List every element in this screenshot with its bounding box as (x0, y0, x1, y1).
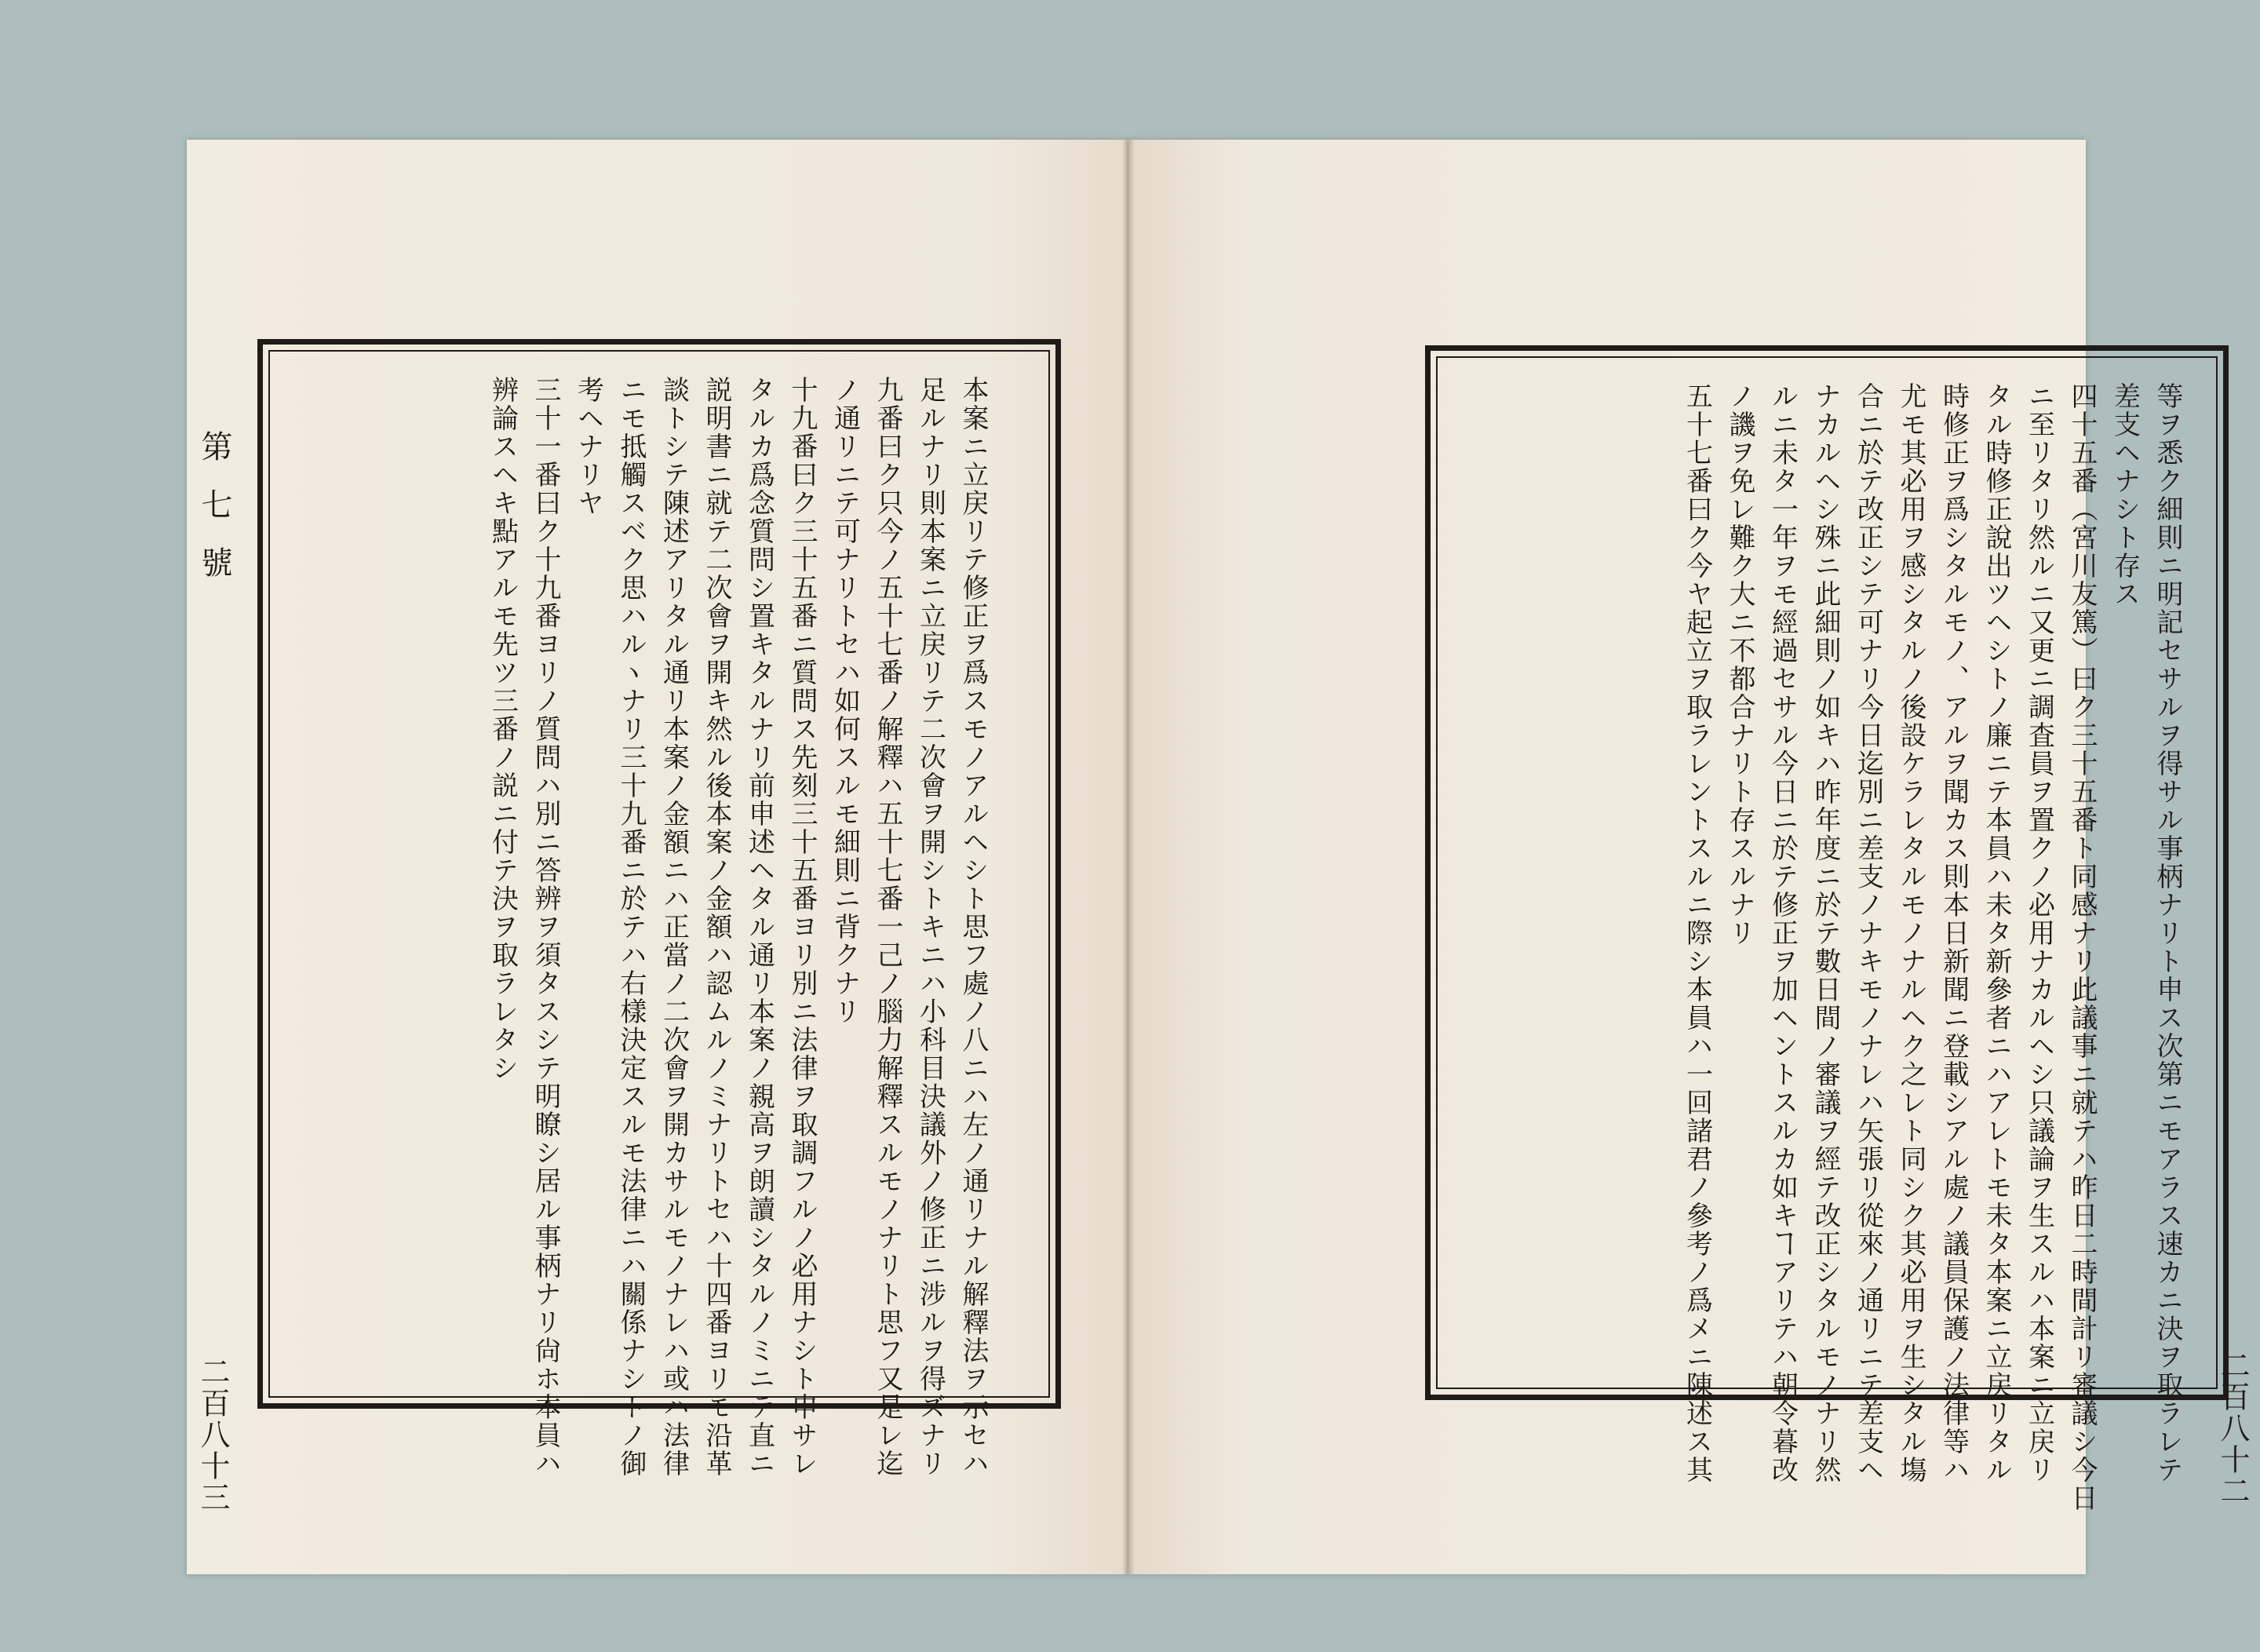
book-gutter (1122, 140, 1135, 1574)
text-column: 等ヲ悉ク細則ニ明記セサルヲ得サル事柄ナリト申ス次第ニモアラス速カニ決ヲ取ラレテ (2152, 382, 2183, 1484)
text-column: ニモ抵觸スベク思ハルヽナリ三十九番ニ於テハ右樣決定スルモ法律ニハ關係ナシトノ御 (615, 376, 647, 1478)
text-column: タルカ爲念質問シ置キタルナリ前申述ヘタル通リ本案ノ親高ヲ朗讀シタルノミニテ直ニ (743, 376, 775, 1478)
text-column: 足ルナリ則本案ニ立戻リテ二次會ヲ開シトキニハ小科目決議外ノ修正ニ涉ルヲ得ズナリ (914, 376, 946, 1478)
left-page (187, 140, 1128, 1574)
text-column: ナカルヘシ殊ニ此細則ノ如キハ昨年度ニ於テ數日間ノ審議ヲ經テ改正シタルモノナリ然 (1810, 382, 1841, 1484)
text-column: ニ至リタリ然ルニ又更ニ調査員ヲ置クノ必用ナカルヘシ只議論ヲ生スルハ本案ニ立戻リ (2023, 382, 2055, 1484)
text-column: 五十七番曰ク今ヤ起立ヲ取ラレントスルニ際シ本員ハ一回諸君ノ參考ノ爲メニ陳述ス其 (1681, 382, 1713, 1484)
text-column: 本案ニ立戻リテ修正ヲ爲スモノアルヘシト思フ處ノ八ニハ左ノ通リナル解釋法ヲ示セハ (957, 376, 989, 1478)
text-column: 尤モ其必用ヲ感シタルノ後設ケラレタルモノナルヘク之レト同シク其必用ヲ生シタル塲 (1895, 382, 1926, 1484)
text-column: 四十五番（宮川友篤）曰ク三十五番ト同感ナリ此議事ニ就テハ昨日二時間計リ審議シ今日 (2066, 382, 2098, 1512)
text-column: 説明書ニ就テ二次會ヲ開キ然ル後本案ノ金額ハ認ムルノミナリトセハ十四番ヨリモ沿革 (701, 376, 732, 1478)
issue-label: 第七號 (196, 430, 232, 604)
page-number-right: 二百八十二 (2215, 1350, 2250, 1507)
text-frame-right (1425, 345, 2229, 1512)
text-column: タル時修正說出ツヘシトノ廉ニテ本員ハ未タ新參者ニハアレトモ未タ本案ニ立戻リタル (1981, 382, 2012, 1484)
text-column: 差支ヘナシト存ス (2109, 382, 2141, 608)
text-column: 合ニ於テ改正シテ可ナリ今日迄別ニ差支ノナキモノナレハ矢張リ從來ノ通リニテ差支ヘ (1852, 382, 1884, 1484)
text-column: ノ譏ヲ免レ難ク大ニ不都合ナリト存スルナリ (1724, 382, 1755, 947)
text-column: ルニ未タ一年ヲモ經過セサル今日ニ於テ修正ヲ加ヘントスルカ如キヿアリテハ朝令暮改 (1766, 382, 1799, 1484)
text-column: 辨論スヘキ點アルモ先ツ三番ノ説ニ付テ決ヲ取ラレタシ (487, 376, 519, 1082)
text-column: 考ヘナリヤ (572, 376, 604, 517)
page-number-left: 二百八十三 (195, 1356, 230, 1513)
text-block-left (481, 376, 994, 1478)
text-column: 三十一番曰ク十九番ヨリノ質問ハ別ニ答辨ヲ須タスシテ明瞭シ居ル事柄ナリ尙ホ本員ハ (530, 376, 561, 1478)
text-column: ノ通リニテ可ナリトセハ如何スルモ細則ニ背クナリ (829, 376, 861, 1026)
text-block-right (1675, 382, 2189, 1512)
right-page (1128, 140, 2250, 1574)
text-frame-left (257, 339, 1061, 1478)
text-column: 十九番曰ク三十五番ニ質問ス先刻三十五番ヨリ別ニ法律ヲ取調フルノ必用ナシト申サレ (786, 376, 818, 1478)
open-book (187, 140, 2250, 1574)
text-column: 談トシテ陳述アリタル通リ本案ノ金額ニハ正當ノ二次會ヲ開カサルモノナレハ或ハ法律 (658, 376, 690, 1478)
text-column: 九番曰ク只今ノ五十七番ノ解釋ハ五十七番一己ノ腦力解釋スルモノナリト思フ又是レ迄 (872, 376, 903, 1478)
text-column: 時修正ヲ爲シタルモノ、アルヲ聞カス則本日新聞ニ登載シアル處ノ議員保護ノ法律等ハ (1937, 382, 1970, 1484)
